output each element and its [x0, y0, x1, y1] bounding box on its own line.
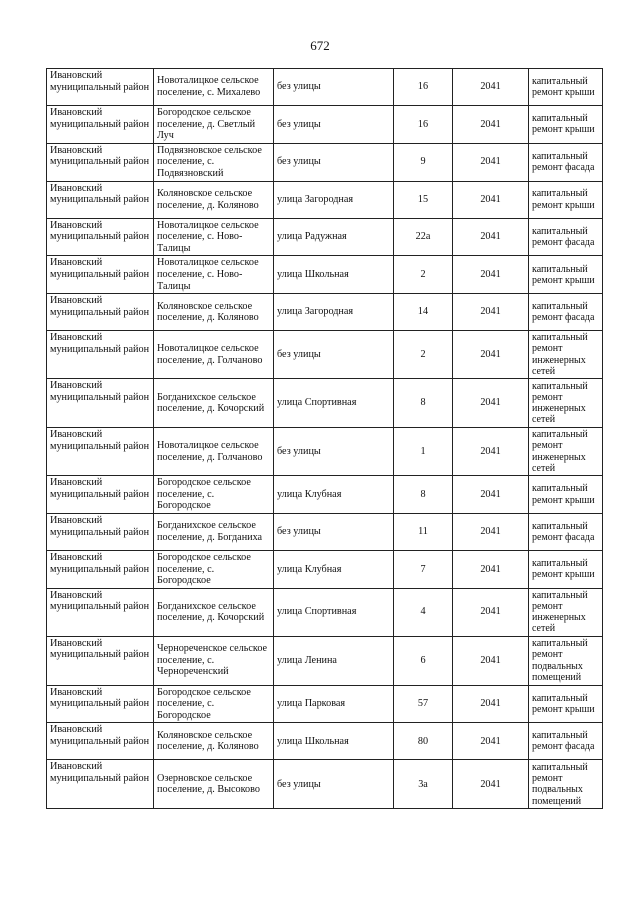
year-cell: 2041: [453, 294, 529, 331]
street-cell: улица Загородная: [274, 294, 394, 331]
table-row: [47, 723, 603, 760]
table-row: [47, 513, 603, 550]
table-row: [47, 331, 603, 379]
street-cell: улица Школьная: [274, 256, 394, 294]
settlement-cell: Новоталицкое сельское поселение, д. Голчаново: [154, 331, 274, 379]
year-cell: 2041: [453, 69, 529, 106]
street-cell: улица Парковая: [274, 685, 394, 723]
settlement-cell: Подвязновское сельское поселение, с. Подвязновский: [154, 143, 274, 181]
year-cell: 2041: [453, 106, 529, 144]
table-row: [47, 636, 603, 685]
settlement-cell: Богородское сельское поселение, с. Богородское: [154, 685, 274, 723]
district-cell: Ивановский муниципальный район: [47, 331, 154, 379]
table-row: [47, 379, 603, 428]
street-cell: без улицы: [274, 428, 394, 476]
street-cell: без улицы: [274, 513, 394, 550]
district-cell: Ивановский муниципальный район: [47, 685, 154, 723]
settlement-cell: Богородское сельское поселение, с. Богородское: [154, 476, 274, 514]
house-number-cell: 7: [394, 550, 453, 588]
street-cell: улица Школьная: [274, 723, 394, 760]
house-number-cell: 3а: [394, 760, 453, 809]
table-row: [47, 218, 603, 256]
district-cell: Ивановский муниципальный район: [47, 723, 154, 760]
house-number-cell: 4: [394, 588, 453, 636]
house-number-cell: 2: [394, 331, 453, 379]
settlement-cell: Коляновское сельское поселение, д. Коляново: [154, 723, 274, 760]
house-number-cell: 80: [394, 723, 453, 760]
street-cell: улица Радужная: [274, 218, 394, 256]
street-cell: улица Клубная: [274, 476, 394, 514]
table-row: [47, 476, 603, 514]
district-cell: Ивановский муниципальный район: [47, 256, 154, 294]
work-type-cell: капитальный ремонт инженерных сетей: [529, 588, 603, 636]
settlement-cell: Новоталицкое сельское поселение, с. Ново-Талицы: [154, 256, 274, 294]
district-cell: Ивановский муниципальный район: [47, 294, 154, 331]
settlement-cell: Богданихское сельское поселение, д. Кочорский: [154, 379, 274, 428]
work-type-cell: капитальный ремонт фасада: [529, 143, 603, 181]
house-number-cell: 16: [394, 69, 453, 106]
year-cell: 2041: [453, 723, 529, 760]
street-cell: без улицы: [274, 760, 394, 809]
table-row: [47, 69, 603, 106]
district-cell: Ивановский муниципальный район: [47, 428, 154, 476]
table-row: [47, 428, 603, 476]
house-number-cell: 11: [394, 513, 453, 550]
settlement-cell: Богданихское сельское поселение, д. Кочорский: [154, 588, 274, 636]
settlement-cell: Богородское сельское поселение, с. Богородское: [154, 550, 274, 588]
work-type-cell: капитальный ремонт крыши: [529, 256, 603, 294]
settlement-cell: Богданихское сельское поселение, д. Богданиха: [154, 513, 274, 550]
street-cell: без улицы: [274, 106, 394, 144]
page-number: 672: [310, 38, 330, 53]
district-cell: Ивановский муниципальный район: [47, 69, 154, 106]
repair-schedule-table: [46, 68, 603, 809]
year-cell: 2041: [453, 588, 529, 636]
settlement-cell: Чернореченское сельское поселение, с. Чернореченский: [154, 636, 274, 685]
work-type-cell: капитальный ремонт инженерных сетей: [529, 428, 603, 476]
table-row: [47, 685, 603, 723]
table-row: [47, 550, 603, 588]
work-type-cell: капитальный ремонт подвальных помещений: [529, 636, 603, 685]
street-cell: улица Ленина: [274, 636, 394, 685]
year-cell: 2041: [453, 331, 529, 379]
work-type-cell: капитальный ремонт подвальных помещений: [529, 760, 603, 809]
year-cell: 2041: [453, 428, 529, 476]
district-cell: Ивановский муниципальный район: [47, 476, 154, 514]
settlement-cell: Новоталицкое сельское поселение, д. Голчаново: [154, 428, 274, 476]
work-type-cell: капитальный ремонт фасада: [529, 513, 603, 550]
work-type-cell: капитальный ремонт крыши: [529, 181, 603, 218]
house-number-cell: 8: [394, 379, 453, 428]
table-row: [47, 106, 603, 144]
street-cell: без улицы: [274, 69, 394, 106]
house-number-cell: 9: [394, 143, 453, 181]
table-row: [47, 143, 603, 181]
street-cell: улица Загородная: [274, 181, 394, 218]
year-cell: 2041: [453, 513, 529, 550]
house-number-cell: 15: [394, 181, 453, 218]
work-type-cell: капитальный ремонт фасада: [529, 218, 603, 256]
house-number-cell: 14: [394, 294, 453, 331]
work-type-cell: капитальный ремонт крыши: [529, 69, 603, 106]
street-cell: без улицы: [274, 143, 394, 181]
district-cell: Ивановский муниципальный район: [47, 181, 154, 218]
street-cell: улица Клубная: [274, 550, 394, 588]
district-cell: Ивановский муниципальный район: [47, 143, 154, 181]
year-cell: 2041: [453, 143, 529, 181]
district-cell: Ивановский муниципальный район: [47, 513, 154, 550]
settlement-cell: Новоталицкое сельское поселение, с. Ново-Талицы: [154, 218, 274, 256]
district-cell: Ивановский муниципальный район: [47, 106, 154, 144]
work-type-cell: капитальный ремонт инженерных сетей: [529, 379, 603, 428]
settlement-cell: Озерновское сельское поселение, д. Высоково: [154, 760, 274, 809]
work-type-cell: капитальный ремонт крыши: [529, 685, 603, 723]
table-row: [47, 588, 603, 636]
work-type-cell: капитальный ремонт инженерных сетей: [529, 331, 603, 379]
street-cell: улица Спортивная: [274, 379, 394, 428]
street-cell: улица Спортивная: [274, 588, 394, 636]
settlement-cell: Богородское сельское поселение, д. Светлый Луч: [154, 106, 274, 144]
house-number-cell: 2: [394, 256, 453, 294]
year-cell: 2041: [453, 379, 529, 428]
district-cell: Ивановский муниципальный район: [47, 218, 154, 256]
year-cell: 2041: [453, 550, 529, 588]
house-number-cell: 6: [394, 636, 453, 685]
work-type-cell: капитальный ремонт крыши: [529, 476, 603, 514]
table-row: [47, 294, 603, 331]
district-cell: Ивановский муниципальный район: [47, 379, 154, 428]
year-cell: 2041: [453, 636, 529, 685]
table-row: [47, 760, 603, 809]
district-cell: Ивановский муниципальный район: [47, 550, 154, 588]
house-number-cell: 16: [394, 106, 453, 144]
district-cell: Ивановский муниципальный район: [47, 760, 154, 809]
year-cell: 2041: [453, 181, 529, 218]
year-cell: 2041: [453, 685, 529, 723]
settlement-cell: Новоталицкое сельское поселение, с. Михалево: [154, 69, 274, 106]
work-type-cell: капитальный ремонт фасада: [529, 294, 603, 331]
house-number-cell: 1: [394, 428, 453, 476]
settlement-cell: Коляновское сельское поселение, д. Коляново: [154, 181, 274, 218]
work-type-cell: капитальный ремонт фасада: [529, 723, 603, 760]
street-cell: без улицы: [274, 331, 394, 379]
work-type-cell: капитальный ремонт крыши: [529, 550, 603, 588]
year-cell: 2041: [453, 760, 529, 809]
year-cell: 2041: [453, 218, 529, 256]
house-number-cell: 57: [394, 685, 453, 723]
district-cell: Ивановский муниципальный район: [47, 588, 154, 636]
work-type-cell: капитальный ремонт крыши: [529, 106, 603, 144]
settlement-cell: Коляновское сельское поселение, д. Коляново: [154, 294, 274, 331]
year-cell: 2041: [453, 256, 529, 294]
year-cell: 2041: [453, 476, 529, 514]
house-number-cell: 8: [394, 476, 453, 514]
table-row: [47, 256, 603, 294]
district-cell: Ивановский муниципальный район: [47, 636, 154, 685]
table-body: [47, 69, 603, 809]
table-row: [47, 181, 603, 218]
house-number-cell: 22а: [394, 218, 453, 256]
